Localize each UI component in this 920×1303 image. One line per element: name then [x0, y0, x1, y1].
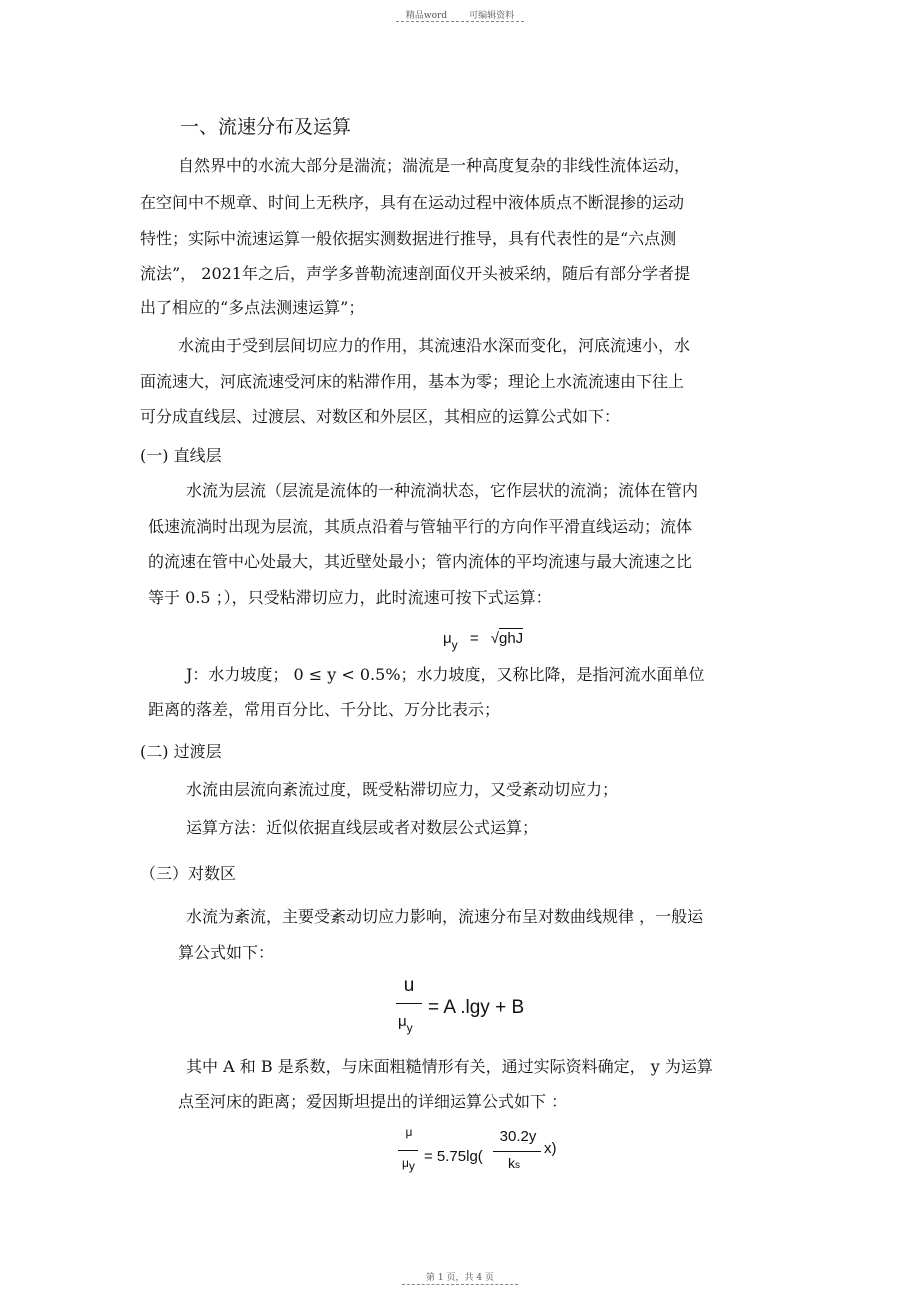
sec1-after-1: J：水力坡度； 0 ≤ y < 0.5%；水力坡度，又称比降，是指河流水面单位 [186, 665, 705, 684]
section-title: 一、流速分布及运算 [180, 116, 352, 138]
sec2-line-1: 水流由层流向紊流过度，既受粘滞切应力，又受紊动切应力； [186, 780, 619, 799]
footer-rule [402, 1284, 518, 1285]
intro-line-2: 在空间中不规章、时间上无秩序，具有在运动过程中液体质点不断混掺的运动 [140, 193, 685, 212]
header-left: 精品word [405, 11, 448, 21]
intro-line-4: 流法”， 2021年之后，声学多普勒流速剖面仪开头被采纳，随后有部分学者提 [140, 264, 690, 283]
intro-line-3: 特性；实际中流速运算一般依据实测数据进行推导，具有代表性的是“六点测 [140, 229, 677, 248]
page-footer: 第 1 页，共 4 页 [426, 1273, 494, 1283]
sec3-heading: （三）对数区 [140, 864, 237, 883]
sec1-after-2: 距离的落差，常用百分比、千分比、万分比表示； [148, 700, 501, 719]
sec1-heading: (一) 直线层 [140, 446, 222, 465]
intro-line-1: 自然界中的水流大部分是湍流；湍流是一种高度复杂的非线性流体运动， [178, 156, 691, 175]
sec3-line-2: 算公式如下： [178, 943, 275, 962]
sec1-line-3: 的流速在管中心处最大，其近壁处最小；管内流体的平均流速与最大流速之比 [148, 552, 693, 571]
page-header [0, 8, 920, 21]
sec3-mid-2: 点至河床的距离；爱因斯坦提出的详细运算公式如下 ： [178, 1092, 568, 1111]
sec3-line-1: 水流为紊流，主要受紊动切应力影响，流速分布呈对数曲线规律 ，一般运 [186, 907, 704, 926]
para2-line-3: 可分成直线层、过渡层、对数区和外层区，其相应的运算公式如下： [140, 407, 621, 426]
sec1-line-2: 低速流淌时出现为层流，其质点沿着与管轴平行的方向作平滑直线运动；流体 [148, 517, 693, 536]
para2-line-2: 面流速大，河底流速受河床的粘滞作用，基本为零；理论上水流流速由下往上 [140, 372, 685, 391]
sec1-line-1: 水流为层流（层流是流体的一种流淌状态，它作层状的流淌；流体在管内 [186, 481, 699, 500]
intro-line-5: 出了相应的“多点法测速运算”； [140, 298, 365, 317]
sec1-line-4: 等于 0.5 ；），只受粘滞切应力，此时流速可按下式运算： [148, 588, 552, 607]
sec3-mid-1: 其中 A 和 B 是系数，与床面粗糙情形有关，通过实际资料确定， y 为运算 [186, 1057, 713, 1076]
sec2-line-2: 运算方法：近似依据直线层或者对数层公式运算； [186, 818, 539, 837]
formula-linear: $\mu_y = √ghJ$ [443, 630, 524, 652]
header-right: 可编辑资料 [469, 11, 515, 21]
sec2-heading: (二) 过渡层 [140, 742, 222, 761]
para2-line-1: 水流由于受到层间切应力的作用，其流速沿水深而变化，河底流速小，水 [178, 336, 691, 355]
header-rule [396, 21, 524, 22]
